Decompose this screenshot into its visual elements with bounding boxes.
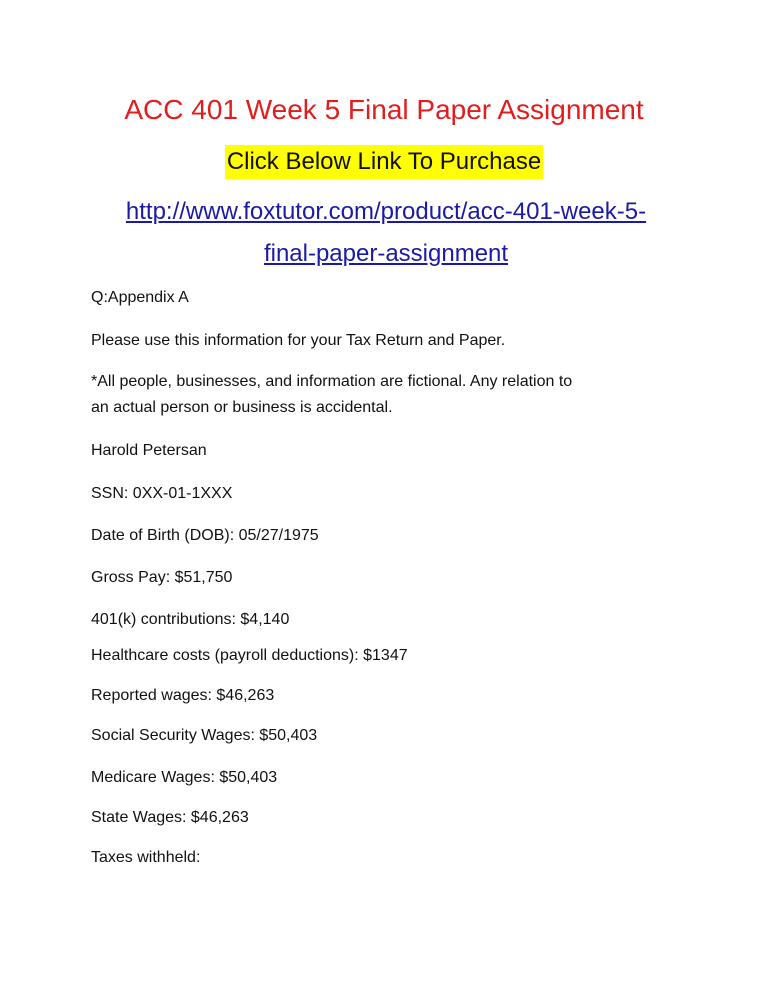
purchase-callout (0, 145, 768, 179)
product-link-line-2[interactable]: final-paper-assignment (263, 240, 509, 267)
healthcare-costs-field: Healthcare costs (payroll deductions): $1347 (91, 647, 408, 664)
ssn-field: SSN: 0XX-01-1XXX (91, 485, 233, 502)
gross-pay-field: Gross Pay: $51,750 (91, 569, 233, 586)
medicare-wages-field: Medicare Wages: $50,403 (91, 769, 278, 786)
product-link-line-1[interactable]: http://www.foxtutor.com/product/acc-401-week-5- (125, 198, 647, 225)
state-wages-field: State Wages: $46,263 (91, 809, 249, 826)
disclaimer-line-1: *All people, businesses, and information are fictional. Any relation to (91, 373, 573, 390)
question-label: Q:Appendix A (91, 289, 189, 306)
disclaimer-line-2: an actual person or business is accidental. (91, 399, 393, 416)
purchase-label: Click Below Link To Purchase (225, 145, 543, 179)
document-title: ACC 401 Week 5 Final Paper Assignment (124, 94, 644, 125)
instruction-text: Please use this information for your Tax Return and Paper. (91, 332, 506, 349)
reported-wages-field: Reported wages: $46,263 (91, 687, 275, 704)
taxpayer-name: Harold Petersan (91, 442, 207, 459)
dob-field: Date of Birth (DOB): 05/27/1975 (91, 527, 319, 544)
social-security-wages-field: Social Security Wages: $50,403 (91, 727, 318, 744)
taxes-withheld-label: Taxes withheld: (91, 849, 201, 866)
contributions-401k-field: 401(k) contributions: $4,140 (91, 611, 290, 628)
